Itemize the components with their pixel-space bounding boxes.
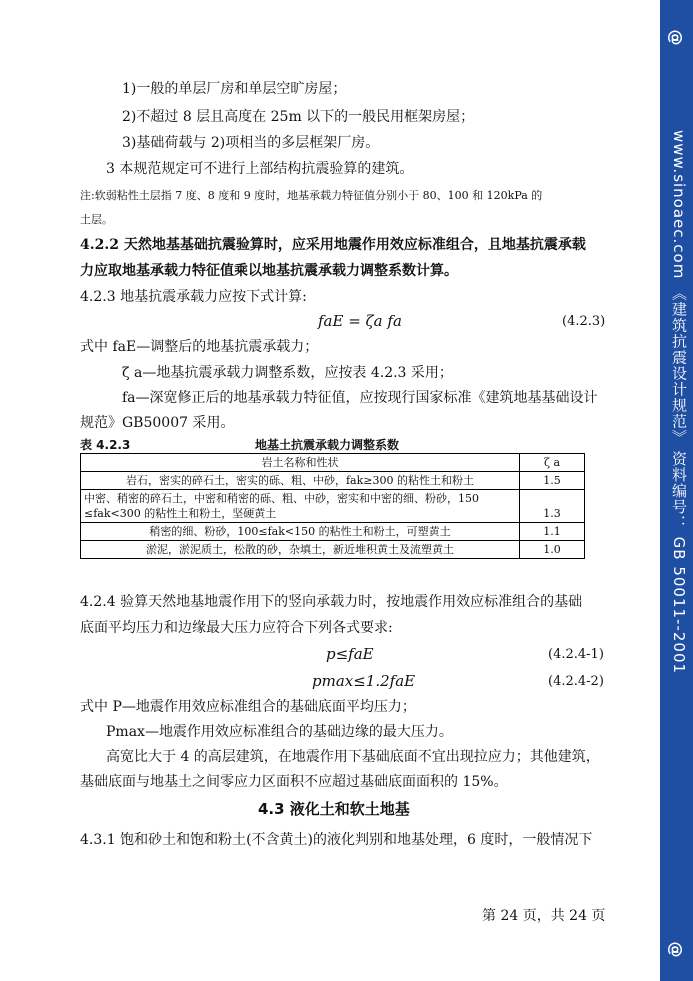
list-item-1: 1)一般的单层厂房和单层空旷房屋； bbox=[122, 81, 347, 97]
definition-faE: 式中 faE—调整后的地基抗震承载力； bbox=[80, 339, 319, 355]
paragraph-line-1: 高宽比大于 4 的高层建筑，在地震作用下基础底面不宜出现拉应力；其他建筑， bbox=[106, 749, 600, 765]
table-header-soil: 岩土名称和性状 bbox=[81, 454, 520, 472]
section-4-3-heading: 4.3 液化土和软土地基 bbox=[258, 800, 410, 818]
table-title: 地基土抗震承载力调整系数 bbox=[255, 438, 400, 452]
equation-number-4-2-4-2: (4.2.4-2) bbox=[548, 674, 604, 689]
section-4-2-2-line-1: 4.2.2 天然地基基础抗震验算时，应采用地震作用效应标准组合，且地基抗震承载 bbox=[80, 237, 586, 253]
sidebar-text: www.sinoaec.com 《建筑抗震设计规范》 资料编号： GB 50011--2001 bbox=[670, 130, 688, 675]
table-header-zeta: ζ a bbox=[520, 454, 585, 472]
equation-number-4-2-3: (4.2.3) bbox=[562, 314, 606, 329]
table-cell-desc: 淤泥，淤泥质土，松散的砂，杂填土，新近堆积黄土及流塑黄土 bbox=[81, 541, 520, 559]
table-row bbox=[81, 490, 585, 523]
table-cell-value: 1.5 bbox=[520, 472, 585, 490]
page-footer: 第 24 页，共 24 页 bbox=[482, 908, 606, 924]
definition-p: 式中 P—地震作用效应标准组合的基础底面平均压力； bbox=[80, 699, 416, 715]
section-4-2-3: 4.2.3 地基抗震承载力应按下式计算: bbox=[80, 289, 307, 305]
equation-number-4-2-4-1: (4.2.4-1) bbox=[548, 647, 604, 662]
table-caption bbox=[80, 436, 585, 453]
table-cell-value: 1.1 bbox=[520, 523, 585, 541]
table-cell-value: 1.3 bbox=[520, 490, 585, 523]
definition-fa-line-1: fa—深宽修正后的地基承载力特征值，应按现行国家标准《建筑地基基础设计 bbox=[122, 390, 598, 406]
clause-3: 3 本规范规定可不进行上部结构抗震验算的建筑。 bbox=[106, 161, 414, 177]
table-row bbox=[81, 472, 585, 490]
list-item-2: 2)不超过 8 层且高度在 25m 以下的一般民用框架房屋； bbox=[122, 109, 475, 125]
table-cell-desc: 稍密的细、粉砂，100≤fak<150 的粘性土和粉土，可塑黄土 bbox=[81, 523, 520, 541]
section-4-2-4-line-2: 底面平均压力和边缘最大压力应符合下列各式要求: bbox=[80, 620, 393, 636]
at-sign-icon: @ bbox=[667, 941, 686, 958]
table-cell-desc: 中密、稍密的碎石土，中密和稍密的砾、粗、中砂，密实和中密的细、粉砂，150 ≤fak<300 的粘性土和粉土，坚硬黄土 bbox=[81, 490, 520, 523]
section-4-3-1: 4.3.1 饱和砂土和饱和粉土(不含黄土)的液化判别和地基处理，6 度时，一般情况下 bbox=[80, 832, 593, 848]
section-4-2-4-line-1: 4.2.4 验算天然地基地震作用下的竖向承载力时，按地震作用效应标准组合的基础 bbox=[80, 594, 583, 610]
at-sign-icon: @ bbox=[667, 29, 686, 46]
table-label: 表 4.2.3 bbox=[80, 438, 131, 452]
paragraph-line-2: 基础底面与地基土之间零应力区面积不应超过基础底面面积的 15%。 bbox=[80, 774, 508, 790]
definition-fa-line-2: 规范》GB50007 采用。 bbox=[80, 415, 235, 431]
table-row bbox=[81, 541, 585, 559]
table-header-row bbox=[81, 454, 585, 472]
table-cell-value: 1.0 bbox=[520, 541, 585, 559]
definition-zeta-a: ζ a—地基抗震承载力调整系数，应按表 4.2.3 采用； bbox=[122, 365, 453, 381]
formula-4-2-4-2: pmax≤1.2faE bbox=[312, 672, 416, 690]
publisher-sidebar bbox=[660, 0, 693, 981]
formula-4-2-3: faE = ζa fa bbox=[318, 312, 402, 330]
list-item-3: 3)基础荷载与 2)项相当的多层框架厂房。 bbox=[122, 135, 380, 151]
table-cell-desc: 岩石，密实的碎石土，密实的砾、粗、中砂，fak≥300 的粘性土和粉土 bbox=[81, 472, 520, 490]
definition-pmax: Pmax—地震作用效应标准组合的基础边缘的最大压力。 bbox=[106, 724, 453, 740]
section-4-2-2-line-2: 力应取地基承载力特征值乘以地基抗震承载力调整系数计算。 bbox=[80, 263, 458, 279]
adjustment-factor-table bbox=[80, 453, 585, 559]
note-line-2: 土层。 bbox=[80, 213, 113, 226]
formula-4-2-4-1: p≤faE bbox=[326, 645, 374, 663]
note-line-1: 注:软弱粘性土层指 7 度、8 度和 9 度时，地基承载力特征值分别小于 80、100 和 120kPa 的 bbox=[80, 189, 543, 202]
table-row bbox=[81, 523, 585, 541]
